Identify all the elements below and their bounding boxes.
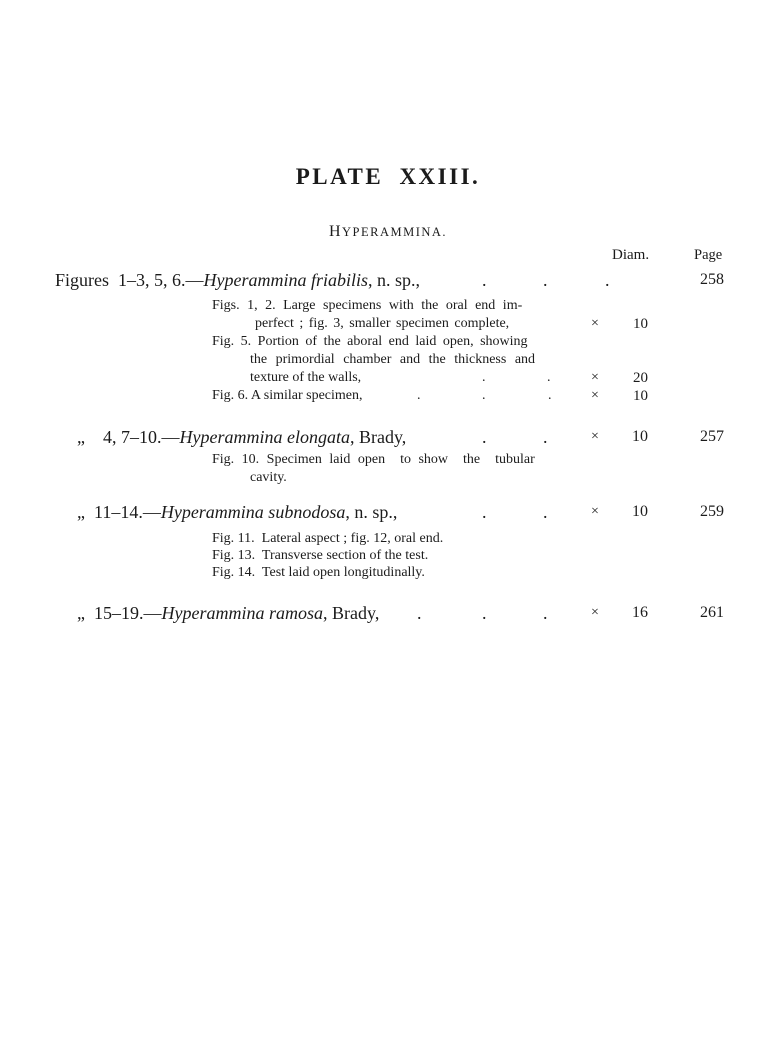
leader-dot: .: [482, 388, 486, 403]
entry-text: [77, 502, 397, 523]
multiplication-sign: ×: [591, 504, 599, 519]
page-number: 259: [700, 503, 724, 520]
figures-ref: „ 4, 7–10.—: [77, 427, 180, 447]
leader-dot: .: [482, 427, 487, 447]
multiplication-sign: ×: [591, 316, 599, 331]
entry-row-subnodosa: [0, 502, 776, 524]
leader-dot: .: [417, 388, 421, 403]
species-name: Hyperammina ramosa: [161, 603, 323, 623]
multiplication-sign: ×: [591, 370, 599, 385]
leader-dot: .: [482, 270, 487, 290]
figure-note-line: [0, 470, 776, 492]
diam-value: 16: [632, 604, 648, 621]
entry-text: [55, 270, 420, 291]
note-text: cavity.: [250, 470, 287, 485]
note-text: Fig. 11. Lateral aspect ; fig. 12, oral end.: [212, 531, 444, 546]
leader-dot: .: [482, 370, 486, 385]
species-name: Hyperammina friabilis: [203, 270, 368, 290]
entry-text: [77, 427, 406, 448]
species-name: Hyperammina elongata: [179, 427, 350, 447]
genus-heading-rest: YPERAMMINA.: [342, 225, 448, 239]
leader-dot: .: [547, 370, 551, 385]
page-number: 257: [700, 428, 724, 445]
column-header-page: Page: [694, 247, 776, 1050]
entry-row-friabilis: [0, 270, 776, 292]
leader-dot: .: [417, 603, 422, 623]
note-text: texture of the walls,: [250, 370, 362, 385]
note-text: Fig. 6. A similar specimen,: [212, 388, 363, 403]
figure-note-line: [0, 388, 776, 410]
note-text: Fig. 10. Specimen laid open to show the tubular: [212, 452, 535, 467]
page-number: 258: [700, 271, 724, 288]
figures-ref: Figures 1–3, 5, 6.—: [55, 270, 204, 290]
genus-heading: [0, 223, 776, 241]
author-suffix: , n. sp.,: [345, 502, 398, 522]
leader-dot: .: [482, 502, 487, 522]
multiplication-sign: ×: [591, 429, 599, 444]
entry-row-ramosa: [0, 603, 776, 625]
page-number: 261: [700, 604, 724, 621]
leader-dot: .: [543, 502, 548, 522]
multiplication-sign: ×: [591, 388, 599, 403]
multiplication-sign: ×: [591, 605, 599, 620]
author-suffix: , n. sp.,: [368, 270, 421, 290]
figures-ref: „ 15–19.—: [77, 603, 162, 623]
diam-value: 10: [633, 316, 648, 332]
note-text: Fig. 14. Test laid open longitudinally.: [212, 565, 425, 580]
leader-dot: .: [543, 270, 548, 290]
leader-dot: .: [482, 603, 487, 623]
note-text: perfect ; fig. 3, smaller specimen complete,: [255, 316, 510, 331]
note-text: Fig. 13. Transverse section of the test.: [212, 548, 429, 563]
leader-dot: .: [543, 427, 548, 447]
diam-value: 20: [633, 370, 648, 386]
genus-heading-initial: H: [328, 223, 342, 240]
entry-row-elongata: [0, 427, 776, 449]
author-suffix: , Brady,: [349, 427, 407, 447]
diam-value: 10: [632, 428, 648, 445]
diam-value: 10: [632, 503, 648, 520]
figure-note-line: [0, 565, 776, 587]
diam-value: 10: [633, 388, 648, 404]
note-text: Figs. 1, 2. Large specimens with the oral end im-: [212, 298, 523, 313]
leader-dot: .: [548, 388, 552, 403]
page-title: PLATE XXIII.: [295, 164, 481, 189]
leader-dot: .: [605, 270, 610, 290]
note-text: the primordial chamber and the thickness and: [250, 352, 536, 367]
column-header-diam: Diam.: [612, 247, 650, 263]
entry-text: [77, 603, 379, 624]
note-text: Fig. 5. Portion of the aboral end laid open, showing: [212, 334, 528, 349]
species-name: Hyperammina subnodosa: [160, 502, 346, 522]
leader-dot: .: [543, 603, 548, 623]
figures-ref: „ 11–14.—: [77, 502, 161, 522]
author-suffix: , Brady,: [323, 603, 380, 623]
